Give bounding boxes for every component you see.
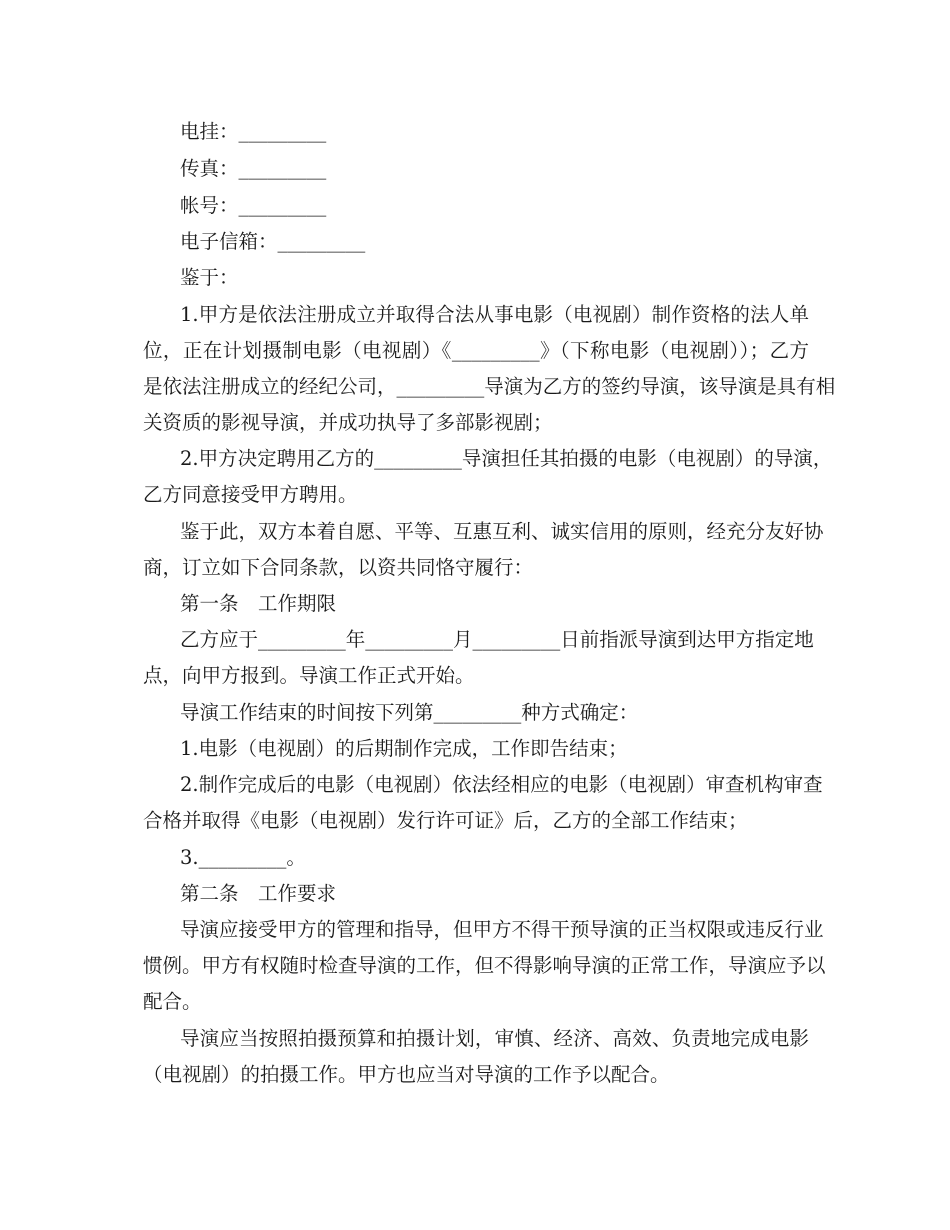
article-1-para-1-line-2: 点，向甲方报到。导演工作正式开始。: [143, 664, 475, 687]
recital-1-line-4: 关资质的影视导演，并成功执导了多部影视剧；: [143, 411, 553, 434]
contact-fax-line: 传真：_________: [180, 157, 327, 180]
recital-2-line-2: 乙方同意接受甲方聘用。: [143, 483, 358, 506]
article-2-para-1-line-3: 配合。: [143, 990, 202, 1013]
article-1-heading: 第一条 工作期限: [180, 592, 337, 615]
recital-2-line-1: 2.甲方决定聘用乙方的_________导演担任其拍摄的电影（电视剧）的导演，: [180, 447, 833, 470]
whereas-heading: 鉴于：: [180, 266, 239, 289]
preamble-line-2: 商，订立如下合同条款，以资共同恪守履行：: [143, 556, 534, 579]
article-1-item-2-line-2: 合格并取得《电影（电视剧）发行许可证》后，乙方的全部工作结束；: [143, 809, 748, 832]
article-1-para-1-line-1: 乙方应于_________年_________月_________日前指派导演到达甲方指定地: [180, 628, 814, 651]
preamble-line-1: 鉴于此，双方本着自愿、平等、互惠互利、诚实信用的原则，经充分友好协: [180, 520, 824, 543]
article-2-para-1-line-1: 导演应接受甲方的管理和指导，但甲方不得干预导演的正当权限或违反行业: [180, 918, 824, 941]
article-1-item-1: 1.电影（电视剧）的后期制作完成，工作即告结束；: [180, 737, 628, 760]
article-1-item-2-line-1: 2.制作完成后的电影（电视剧）依法经相应的电影（电视剧）审查机构审查: [180, 773, 823, 796]
article-2-para-2-line-1: 导演应当按照拍摄预算和拍摄计划，审慎、经济、高效、负责地完成电影: [180, 1027, 809, 1050]
contact-account-line: 帐号：_________: [180, 194, 327, 217]
article-2-heading: 第二条 工作要求: [180, 882, 337, 905]
contact-email-line: 电子信箱：_________: [180, 230, 366, 253]
article-1-item-3: 3._________。: [180, 846, 306, 869]
recital-1-line-3: 是依法注册成立的经纪公司，_________导演为乙方的签约导演，该导演是具有相: [143, 375, 836, 398]
recital-1-line-1: 1.甲方是依法注册成立并取得合法从事电影（电视剧）制作资格的法人单: [180, 303, 809, 326]
article-2-para-1-line-2: 惯例。甲方有权随时检查导演的工作，但不得影响导演的正常工作，导演应予以: [143, 954, 826, 977]
article-2-para-2-line-2: （电视剧）的拍摄工作。甲方也应当对导演的工作予以配合。: [143, 1063, 670, 1086]
recital-1-line-2: 位，正在计划摄制电影（电视剧）《_________》（下称电影（电视剧））；乙方: [143, 339, 809, 362]
contact-cable-line: 电挂：_________: [180, 120, 327, 143]
article-1-para-2: 导演工作结束的时间按下列第_________种方式确定：: [180, 701, 639, 724]
